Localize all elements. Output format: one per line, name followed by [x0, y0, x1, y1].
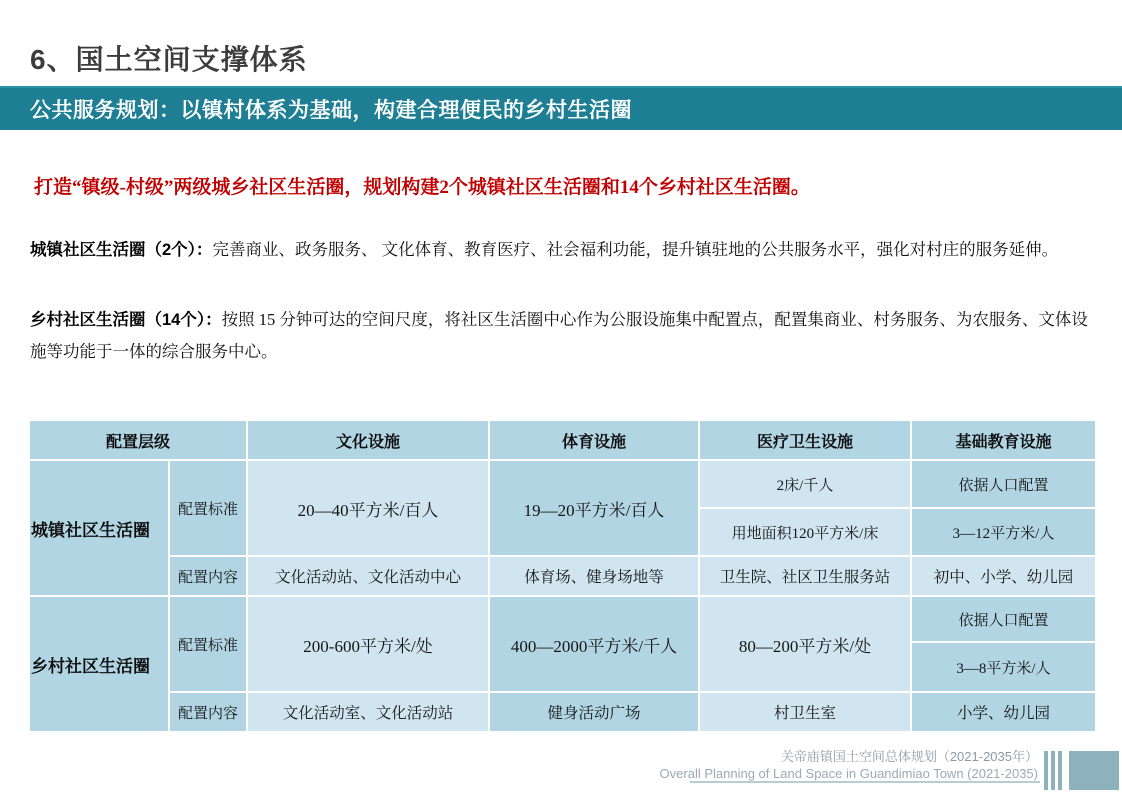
footer-divider-line: [690, 781, 1040, 783]
page-title: 6、国土空间支撑体系: [30, 44, 308, 75]
paragraph-town-life-circle: [30, 234, 1092, 266]
cell-village-standard-education-population: 依据人口配置: [912, 597, 1095, 641]
footer-bar-3: [1058, 751, 1062, 790]
footer-plan-title-en: Overall Planning of Land Space in Guandimiao Town (2021-2035): [659, 766, 1038, 781]
cell-town-standard-education-population: 依据人口配置: [912, 461, 1095, 507]
row-label-town-content: 配置内容: [170, 557, 246, 595]
cell-village-standard-culture: 200-600平方米/处: [248, 597, 488, 691]
paragraph-village-lead: 乡村社区生活圈（14个）：: [30, 311, 222, 329]
highlight-statement: 打造“镇级-村级”两级城乡社区生活圈，规划构建2个城镇社区生活圈和14个乡村社区生活圈。: [34, 177, 810, 198]
cell-village-content-sports: 健身活动广场: [490, 693, 698, 731]
table-header-config-level: 配置层级: [30, 421, 246, 459]
cell-town-standard-medical-beds: 2床/千人: [700, 461, 910, 507]
cell-village-standard-education-area: 3—8平方米/人: [912, 643, 1095, 691]
footer-bar-block: [1069, 751, 1119, 790]
cell-town-content-medical: 卫生院、社区卫生服务站: [700, 557, 910, 595]
cell-village-standard-medical: 80—200平方米/处: [700, 597, 910, 691]
section-banner: [0, 86, 1122, 130]
cell-town-standard-education-area: 3—12平方米/人: [912, 509, 1095, 555]
paragraph-village-life-circle: [30, 304, 1092, 368]
cell-village-content-medical: 村卫生室: [700, 693, 910, 731]
group-village-life-circle: 乡村社区生活圈: [30, 597, 168, 731]
table-header-culture: 文化设施: [248, 421, 488, 459]
cell-town-standard-medical-area: 用地面积120平方米/床: [700, 509, 910, 555]
paragraph-village-body: 按照 15 分钟可达的空间尺度，将社区生活圈中心作为公服设施集中配置点，配置集商业、村务服务、为农服务、文体设施等功能于一体的综合服务中心。: [30, 310, 1088, 361]
row-label-town-standard: 配置标准: [170, 461, 246, 555]
paragraph-town-body: 完善商业、政务服务、 文化体育、教育医疗、社会福利功能，提升镇驻地的公共服务水平，强化对村庄的服务延伸。: [212, 240, 1059, 259]
facility-config-table: [30, 421, 1095, 731]
cell-town-content-sports: 体育场、健身场地等: [490, 557, 698, 595]
cell-village-content-education: 小学、幼儿园: [912, 693, 1095, 731]
group-town-life-circle: 城镇社区生活圈: [30, 461, 168, 595]
footer-plan-title: [660, 748, 1038, 782]
cell-town-content-culture: 文化活动站、文化活动中心: [248, 557, 488, 595]
table-header-education: 基础教育设施: [912, 421, 1095, 459]
row-label-village-content: 配置内容: [170, 693, 246, 731]
table-header-sports: 体育设施: [490, 421, 698, 459]
section-banner-text: 公共服务规划：以镇村体系为基础，构建合理便民的乡村生活圈: [30, 99, 632, 122]
footer-bar-2: [1051, 751, 1055, 790]
footer-plan-title-cn: 关帝庙镇国土空间总体规划（2021-2035年）: [780, 749, 1038, 764]
cell-village-content-culture: 文化活动室、文化活动站: [248, 693, 488, 731]
cell-village-standard-sports: 400—2000平方米/千人: [490, 597, 698, 691]
cell-town-content-education: 初中、小学、幼儿园: [912, 557, 1095, 595]
paragraph-town-lead: 城镇社区生活圈（2个）：: [30, 241, 213, 259]
cell-town-standard-culture: 20—40平方米/百人: [248, 461, 488, 555]
cell-town-standard-sports: 19—20平方米/百人: [490, 461, 698, 555]
table-header-medical: 医疗卫生设施: [700, 421, 910, 459]
row-label-village-standard: 配置标准: [170, 597, 246, 691]
footer-bar-1: [1044, 751, 1048, 790]
footer-accent-bars: [1044, 751, 1119, 790]
